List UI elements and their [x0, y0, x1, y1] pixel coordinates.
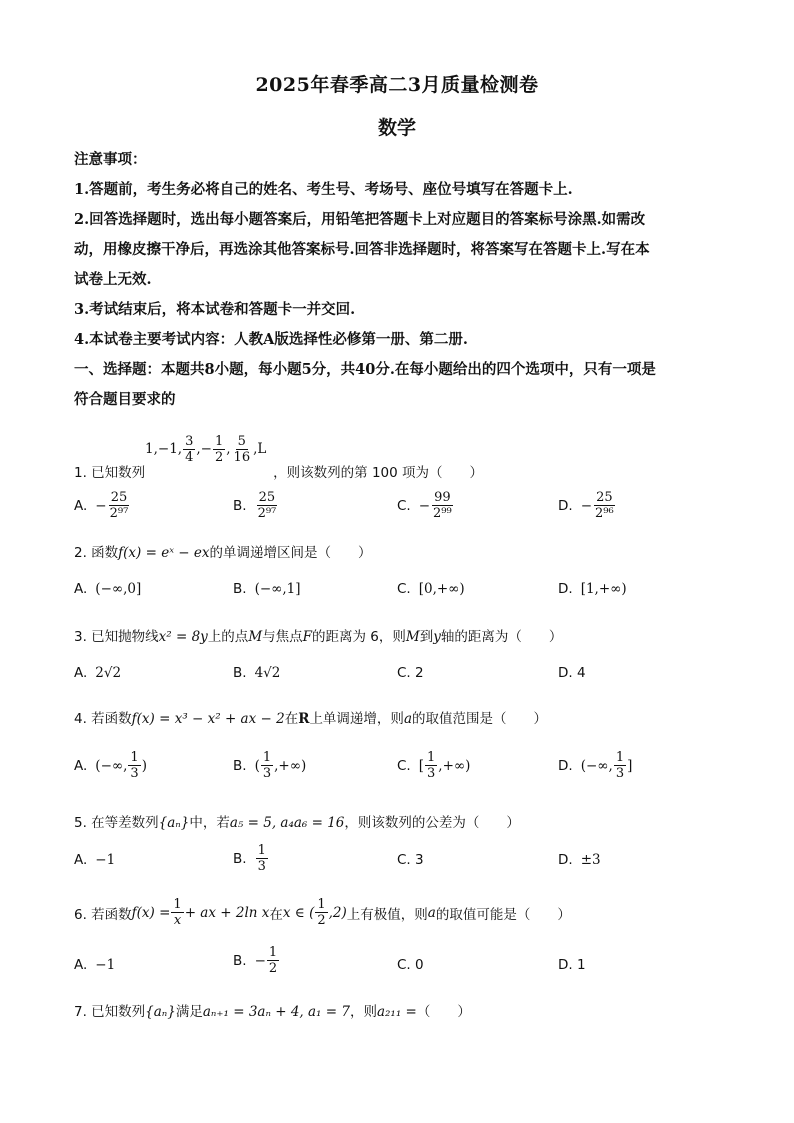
q1-seq-frac-1: $\frac{3}{4}$ [185, 434, 194, 465]
q4-option-a[interactable]: A. (−∞, $\frac{1}{3}$ ) [74, 750, 147, 781]
notice-item-2-line-3: 试卷上无效. [74, 271, 152, 288]
q3-option-a[interactable]: A. 2√2 [74, 665, 122, 681]
exam-subject: 数学 [377, 117, 416, 139]
q2-option-c[interactable]: C. [0,+∞) [397, 581, 465, 597]
question-6: 6. 若函数 f(x) = $\frac{1}{x}$ + ax + 2ln x 在 x ∈ ( $\frac{1}{2}$ ,2) 上有极值，则 a 的取值可能是（ ） [74, 897, 571, 928]
notice-heading: 注意事项： [74, 151, 147, 168]
q1-seq-frac-2: $\frac{1}{2}$ [214, 434, 224, 465]
question-4: 4. 若函数f(x) = x³ − x² + ax − 2在R上单调递增，则a的取值范围是（ ） [74, 711, 547, 727]
exam-title: 2025年春季高二3月质量检测卷 [255, 74, 539, 96]
q2-option-a[interactable]: A. (−∞,0] [74, 581, 142, 597]
question-1 [74, 461, 483, 481]
question-3: 3. 已知抛物线x² = 8y上的点M与焦点F的距离为 6，则M到y轴的距离为（ ） [74, 629, 563, 645]
q1-sequence: 1,−1, $\frac{3}{4}$ ,− $\frac{1}{2}$ , $\frac{5}{16}$ ,L [145, 434, 267, 465]
q4-option-c[interactable]: C. [ $\frac{1}{3}$ ,+∞) [397, 750, 471, 781]
q1-seq-end: ,L [253, 441, 267, 457]
notice-item-4: 4.本试卷主要考试内容：人教A版选择性必修第一册、第二册. [74, 331, 468, 348]
q1-prefix: 1. 已知数列 [74, 465, 146, 481]
notice-item-3: 3.考试结束后，将本试卷和答题卡一并交回. [74, 301, 356, 318]
q2-option-b[interactable]: B. (−∞,1] [233, 581, 301, 597]
notice-section [74, 145, 724, 415]
q1-suffix: ，则该数列的第 100 项为（ ） [273, 465, 484, 481]
q1-option-d[interactable]: D. − $\frac{25}{\text{2⁹⁶}}$ [558, 490, 614, 521]
q3-option-b[interactable]: B. 4√2 [233, 665, 281, 681]
q1-option-c[interactable]: C. − $\frac{99}{\text{2⁹⁹}}$ [397, 490, 452, 521]
q1-seq-frac-3: $\frac{5}{16}$ [233, 434, 251, 465]
question-2: 2. 函数f(x) = eˣ − ex的单调递增区间是（ ） [74, 545, 372, 561]
q5-option-b[interactable]: B. $\frac{1}{3}$ [233, 843, 266, 874]
section-heading-line-2: 符合题目要求的 [74, 391, 176, 408]
question-7: 7. 已知数列{aₙ}满足aₙ₊₁ = 3aₙ + 4, a₁ = 7，则a₂₁₁ =（ ） [74, 1004, 471, 1020]
q6-option-a[interactable]: A. −1 [74, 957, 116, 973]
section-heading-line-1: 一、选择题：本题共8小题，每小题5分，共40分.在每小题给出的四个选项中，只有一项是 [74, 361, 656, 378]
q2-option-d[interactable]: D. [1,+∞) [558, 581, 627, 597]
q6-option-b[interactable]: B. − $\frac{1}{2}$ [233, 945, 278, 976]
q3-option-d[interactable]: D. 4 [558, 665, 586, 681]
q3-option-c[interactable]: C. 2 [397, 665, 424, 681]
q1-seq-sign: ,− [196, 441, 212, 457]
notice-item-1: 1.答题前，考生务必将自己的姓名、考生号、考场号、座位号填写在答题卡上. [74, 181, 573, 198]
question-5: 5. 在等差数列{aₙ}中，若a₅ = 5, a₄a₆ = 16，则该数列的公差为（ ） [74, 815, 520, 831]
notice-item-2-line-2: 动，用橡皮擦干净后，再选涂其他答案标号.回答非选择题时，将答案写在答题卡上.写在本 [74, 241, 650, 258]
q1-seq-start: 1,−1, [145, 441, 183, 457]
q1-option-a[interactable]: A. − $\frac{25}{\text{2⁹⁷}}$ [74, 490, 129, 521]
notice-item-2-line-1: 2.回答选择题时，选出每小题答案后，用铅笔把答题卡上对应题目的答案标号涂黑.如需改 [74, 211, 646, 228]
q4-option-b[interactable]: B. ( $\frac{1}{3}$ ,+∞) [233, 750, 307, 781]
q5-option-a[interactable]: A. −1 [74, 852, 116, 868]
q5-option-d[interactable]: D. ±3 [558, 852, 601, 868]
q6-option-c[interactable]: C. 0 [397, 957, 424, 973]
q6-option-d[interactable]: D. 1 [558, 957, 586, 973]
q5-option-c[interactable]: C. 3 [397, 852, 424, 868]
q4-option-d[interactable]: D. (−∞, $\frac{1}{3}$ ] [558, 750, 633, 781]
q1-option-b[interactable]: B. $\frac{25}{\text{2⁹⁷}}$ [233, 490, 277, 521]
q2-expression: f(x) = eˣ − ex [118, 545, 210, 561]
